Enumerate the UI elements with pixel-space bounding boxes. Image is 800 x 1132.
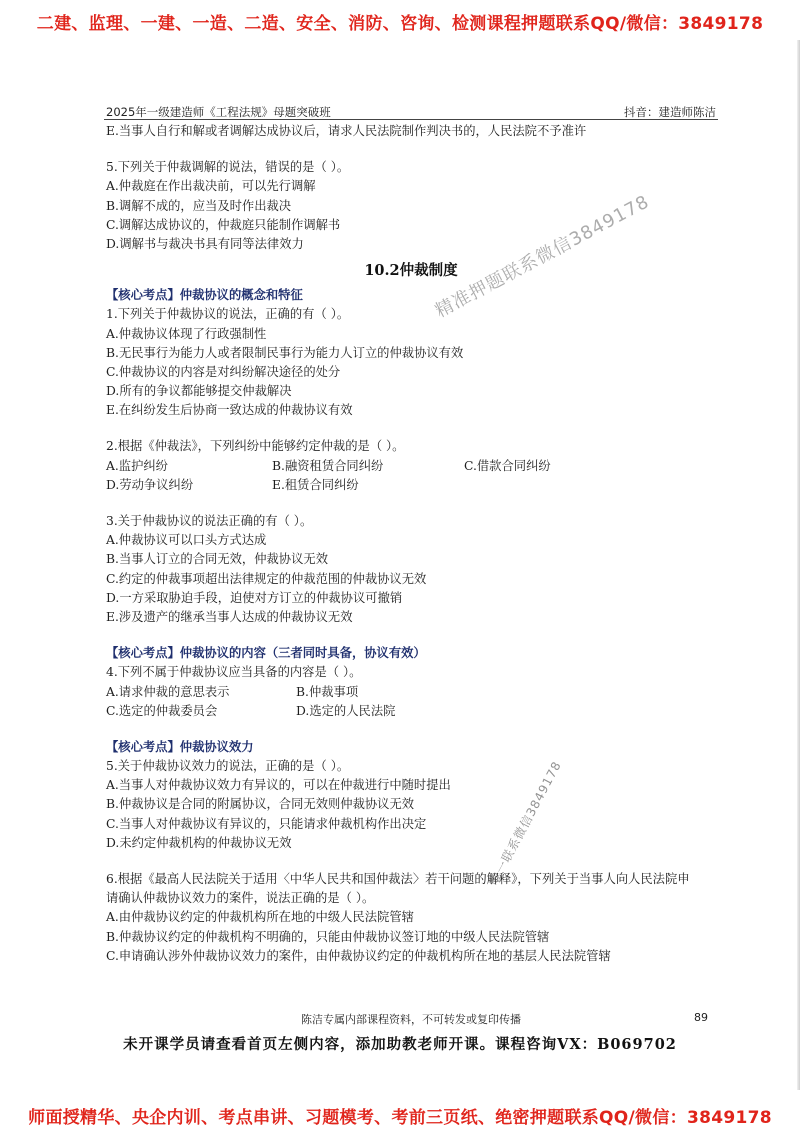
option-line: E.涉及遗产的继承当事人达成的仲裁协议无效 bbox=[106, 609, 353, 624]
option-line: A.仲裁庭在作出裁决前，可以先行调解 bbox=[106, 179, 316, 194]
question-stem: 1.下列关于仲裁协议的说法，正确的有（ ）。 bbox=[106, 307, 350, 322]
section-title: 10.2仲裁制度 bbox=[364, 262, 458, 280]
diagonal-watermark: 唯一联系微信3849178 bbox=[486, 758, 565, 888]
option-e: E.租赁合同纠纷 bbox=[272, 477, 359, 492]
core-point-heading: 【核心考点】仲裁协议的内容（三者同时具备，协议有效） bbox=[106, 646, 426, 661]
option-line: A.仲裁协议体现了行政强制性 bbox=[106, 326, 267, 341]
option-line: D.所有的争议都能够提交仲裁解决 bbox=[106, 384, 292, 399]
question-stem: 5.下列关于仲裁调解的说法，错误的是（ ）。 bbox=[106, 160, 350, 175]
option-line: B.仲裁协议约定的仲裁机构不明确的，只能由仲裁协议签订地的中级人民法院管辖 bbox=[106, 929, 550, 944]
question-stem-cont: 请确认仲裁协议效力的案件，说法正确的是（ ）。 bbox=[106, 891, 375, 906]
option-row bbox=[106, 702, 716, 721]
option-line: B.调解不成的，应当及时作出裁决 bbox=[106, 198, 292, 213]
question-stem: 3.关于仲裁协议的说法正确的有（ ）。 bbox=[106, 514, 313, 528]
top-ad-banner: 二建、监理、一建、一造、二造、安全、消防、咨询、检测课程押题联系QQ/微信：3849178 bbox=[36, 14, 764, 34]
page-content bbox=[106, 122, 716, 966]
course-promo-line: 未开课学员请查看首页左侧内容，添加助教老师开课。课程咨询VX：B069702 bbox=[123, 1036, 677, 1053]
option-line: B.当事人订立的合同无效，仲裁协议无效 bbox=[106, 552, 328, 567]
option-line: E.当事人自行和解或者调解达成协议后，请求人民法院制作判决书的，人民法院不予准许 bbox=[106, 124, 587, 138]
option-a: A.请求仲裁的意思表示 bbox=[106, 684, 230, 699]
header-course-title: 2025年一级建造师《工程法规》母题突破班 bbox=[106, 105, 331, 119]
option-line: A.仲裁协议可以口头方式达成 bbox=[106, 533, 267, 548]
option-c: C.借款合同纠纷 bbox=[464, 458, 551, 473]
option-b: B.融资租赁合同纠纷 bbox=[272, 458, 384, 473]
option-line: C.申请确认涉外仲裁协议效力的案件，由仲裁协议约定的仲裁机构所在地的基层人民法院管辖 bbox=[106, 948, 611, 963]
question-stem: 5.关于仲裁协议效力的说法，正确的是（ ）。 bbox=[106, 759, 350, 774]
option-row bbox=[106, 457, 716, 476]
option-d: D.劳动争议纠纷 bbox=[106, 477, 194, 492]
option-c: C.选定的仲裁委员会 bbox=[106, 703, 218, 718]
core-point-heading: 【核心考点】仲裁协议效力 bbox=[106, 739, 254, 754]
option-d: D.选定的人民法院 bbox=[296, 703, 396, 718]
header-rule bbox=[104, 119, 718, 120]
question-stem: 2.根据《仲裁法》，下列纠纷中能够约定仲裁的是（ ）。 bbox=[106, 439, 405, 454]
option-row bbox=[106, 476, 716, 495]
running-header bbox=[106, 104, 716, 120]
option-b: B.仲裁事项 bbox=[296, 684, 359, 699]
option-line: D.调解书与裁决书具有同等法律效力 bbox=[106, 236, 304, 251]
question-stem: 6.根据《最高人民法院关于适用〈中华人民共和国仲裁法〉若干问题的解释》，下列关于当事人向人民法院申 bbox=[106, 872, 690, 886]
option-line: D.未约定仲裁机构的仲裁协议无效 bbox=[106, 835, 292, 850]
diagonal-watermark: 精准押题联系微信3849178 bbox=[431, 191, 653, 323]
bottom-ad-banner: 师面授精华、央企内训、考点串讲、习题模考、考前三页纸、绝密押题联系QQ/微信：3849178 bbox=[28, 1108, 772, 1128]
page-number: 89 bbox=[694, 1011, 708, 1024]
option-line: A.由仲裁协议约定的仲裁机构所在地的中级人民法院管辖 bbox=[106, 910, 414, 925]
option-line: C.约定的仲裁事项超出法律规定的仲裁范围的仲裁协议无效 bbox=[106, 571, 427, 586]
footer-notice: 陈洁专属内部课程资料，不可转发或复印传播 bbox=[301, 1013, 521, 1026]
option-row bbox=[106, 683, 716, 702]
option-line: E.在纠纷发生后协商一致达成的仲裁协议有效 bbox=[106, 403, 353, 418]
option-line: C.当事人对仲裁协议有异议的，只能请求仲裁机构作出决定 bbox=[106, 816, 427, 831]
option-line: A.当事人对仲裁协议效力有异议的，可以在仲裁进行中随时提出 bbox=[106, 778, 451, 793]
core-point-heading: 【核心考点】仲裁协议的概念和特征 bbox=[106, 288, 303, 303]
option-line: C.调解达成协议的，仲裁庭只能制作调解书 bbox=[106, 217, 341, 232]
option-line: C.仲裁协议的内容是对纠纷解决途径的处分 bbox=[106, 364, 341, 379]
header-author: 抖音：建造师陈洁 bbox=[624, 105, 716, 119]
option-line: D.一方采取胁迫手段，迫使对方订立的仲裁协议可撤销 bbox=[106, 590, 403, 605]
option-line: B.无民事行为能力人或者限制民事行为能力人订立的仲裁协议有效 bbox=[106, 345, 464, 360]
option-a: A.监护纠纷 bbox=[106, 458, 168, 473]
question-stem: 4.下列不属于仲裁协议应当具备的内容是（ ）。 bbox=[106, 665, 362, 680]
option-line: B.仲裁协议是合同的附属协议，合同无效则仲裁协议无效 bbox=[106, 797, 415, 812]
